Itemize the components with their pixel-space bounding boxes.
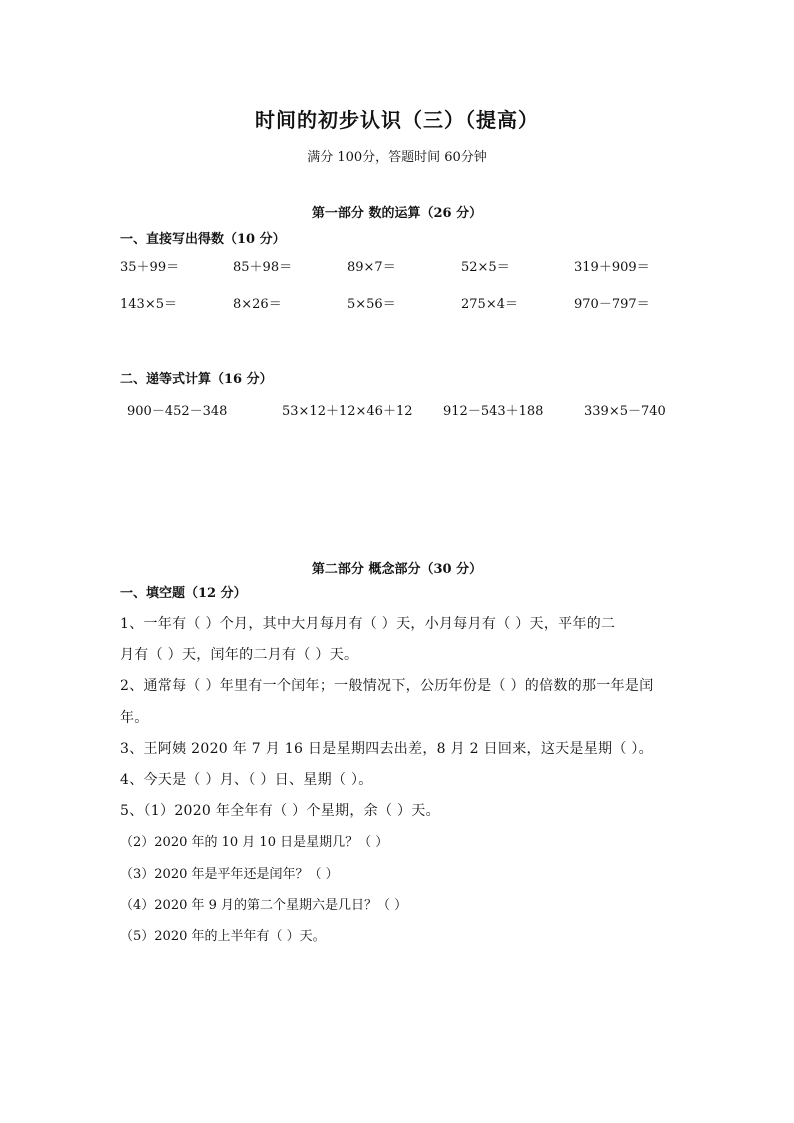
step-calc-item: 912－543＋188	[443, 404, 544, 419]
part2-heading: 第二部分 概念部分（30 分）	[311, 562, 483, 577]
question-line: 3、王阿姨 2020 年 7 月 16 日是星期四去出差，8 月 2 日回来，这天是星期（ ）。	[120, 741, 653, 757]
step-calc-item: 339×5－740	[584, 404, 666, 419]
fill-in-heading: 一、填空题（12 分）	[120, 586, 247, 601]
calc-item: 8×26＝	[233, 297, 282, 312]
calc-item: 275×4＝	[461, 297, 518, 312]
calc-item: 85＋98＝	[233, 260, 293, 275]
calc-item: 89×7＝	[347, 260, 396, 275]
calc-item: 970－797＝	[574, 297, 650, 312]
part1-heading: 第一部分 数的运算（26 分）	[311, 206, 483, 221]
page-subtitle: 满分 100分，答题时间 60分钟	[307, 150, 487, 165]
sub-question: （3）2020 年是平年还是闰年？（ ）	[120, 867, 339, 882]
question-line: 4、今天是（ ）月、（ ）日、星期（ ）。	[120, 772, 373, 788]
calc-item: 52×5＝	[461, 260, 510, 275]
calc-item: 143×5＝	[120, 297, 177, 312]
step-calc-item: 53×12＋12×46＋12	[282, 404, 413, 419]
step-calc-item: 900－452－348	[127, 404, 228, 419]
sub-question: （2）2020 年的 10 月 10 日是星期几？（ ）	[120, 835, 389, 850]
question-line: 年。	[120, 710, 149, 726]
question-line: 2、通常每（ ）年里有一个闰年；一般情况下，公历年份是（ ）的倍数的那一年是闰	[120, 678, 654, 694]
calc-item: 35＋99＝	[120, 260, 180, 275]
sub-question: （5）2020 年的上半年有（ ）天。	[120, 929, 326, 944]
section2-heading: 二、递等式计算（16 分）	[120, 372, 273, 387]
question-line: 月有（ ）天，闰年的二月有（ ）天。	[120, 647, 359, 663]
page-title: 时间的初步认识（三）（提高）	[255, 108, 539, 132]
question-line: 5、（1）2020 年全年有（ ）个星期，余（ ）天。	[120, 803, 440, 819]
sub-question: （4）2020 年 9 月的第二个星期六是几日？（ ）	[120, 898, 408, 913]
calc-item: 5×56＝	[347, 297, 396, 312]
calc-item: 319＋909＝	[574, 260, 650, 275]
question-line: 1、一年有（ ）个月，其中大月每月有（ ）天，小月每月有（ ）天，平年的二	[120, 616, 616, 632]
section1-heading: 一、直接写出得数（10 分）	[120, 232, 286, 247]
